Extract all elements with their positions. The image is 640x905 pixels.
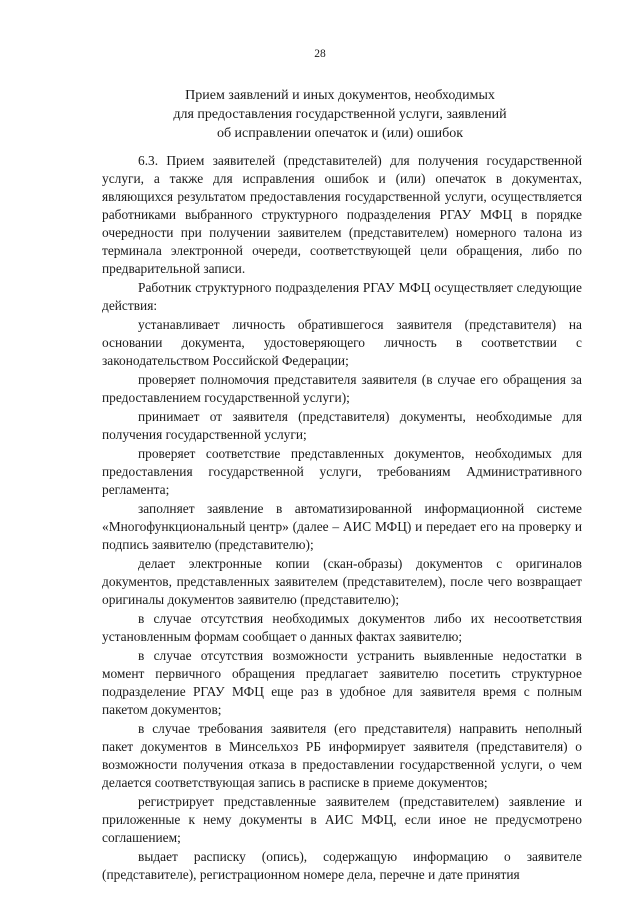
- list-item: в случае требования заявителя (его представителя) направить неполный пакет документов в Минсельхоз РБ информирует заявителя (представителя) о возможности получения отказа в предоставлении государственной услуги, о чем делается соответствующая запись в расписке в приеме документов;: [102, 721, 582, 790]
- list-item: делает электронные копии (скан-образы) документов с оригиналов документов, представленных заявителем (представителем), после чего возвращает оригиналы документов заявителю (представителю);: [102, 556, 582, 607]
- paragraph-worker-actions: Работник структурного подразделения РГАУ МФЦ осуществляет следующие действия:: [102, 280, 582, 313]
- list-item: устанавливает личность обратившегося заявителя (представителя) на основании документа, удостоверяющего личность в соответствии с законодательством Российской Федерации;: [102, 317, 582, 368]
- list-item: регистрирует представленные заявителем (представителем) заявление и приложенные к нему документы в АИС МФЦ, если иное не предусмотрено соглашением;: [102, 794, 582, 845]
- list-item: заполняет заявление в автоматизированной информационной системе «Многофункциональный центр» (далее – АИС МФЦ) и передает его на проверку и подпись заявителю (представителю);: [102, 501, 582, 552]
- paragraph-6-3: 6.3. Прием заявителей (представителей) для получения государственной услуги, а также для исправления ошибок и (или) опечаток в документах, являющихся результатом предоставления государственной услуги, осуществляется работниками выбранного структурного подразделения РГАУ МФЦ в порядке очередности при получении заявителем (представителем) номерного талона из терминала электронной очереди, соответствующей цели обращения, либо по предварительной записи.: [102, 153, 582, 276]
- list-item: в случае отсутствия необходимых документов либо их несоответствия установленным формам сообщает о данных фактах заявителю;: [102, 611, 582, 644]
- heading-line-3: об исправлении опечаток и (или) ошибок: [216, 126, 464, 141]
- list-item: выдает расписку (опись), содержащую информацию о заявителе (представителе), регистрационном номере дела, перечне и дате принятия: [102, 849, 582, 882]
- list-item: проверяет соответствие представленных документов, необходимых для предоставления государственной услуги, требованиям Административного регламента;: [102, 446, 582, 497]
- heading-line-2: для предоставления государственной услуги, заявлений: [173, 107, 507, 122]
- section-heading: [90, 86, 590, 143]
- document-body: [102, 152, 582, 884]
- list-item: принимает от заявителя (представителя) документы, необходимые для получения государственной услуги;: [102, 409, 582, 442]
- list-item: в случае отсутствия возможности устранить выявленные недостатки в момент первичного обращения предлагает заявителю посетить структурное подразделение РГАУ МФЦ еще раз в удобное для заявителя время с полным пакетом документов;: [102, 648, 582, 717]
- list-item: проверяет полномочия представителя заявителя (в случае его обращения за предоставлением государственной услуги);: [102, 372, 582, 405]
- heading-line-1: Прием заявлений и иных документов, необходимых: [185, 88, 495, 103]
- page-number: 28: [314, 48, 326, 60]
